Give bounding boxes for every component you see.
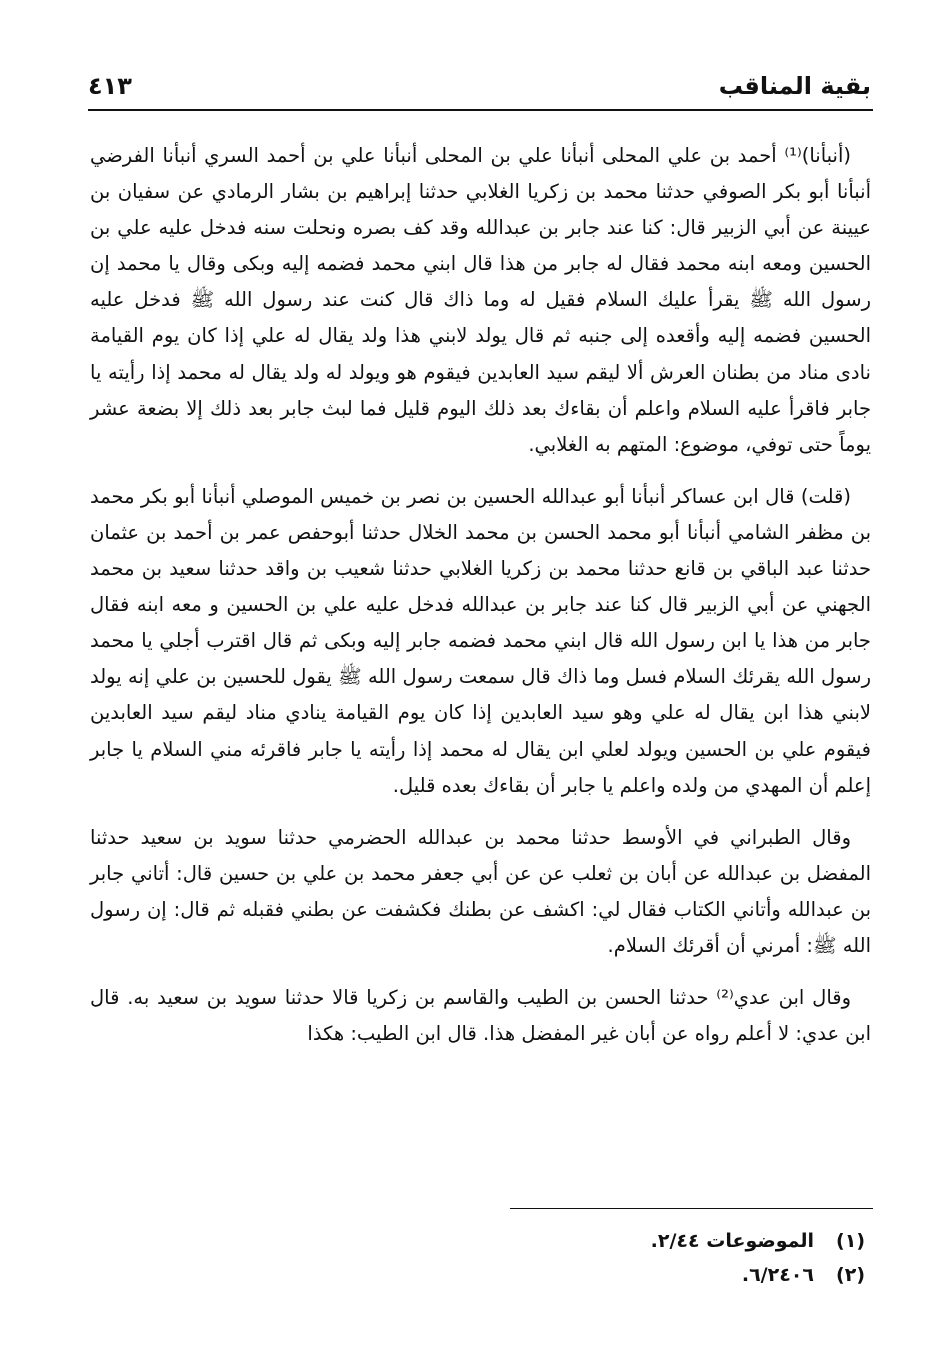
paragraph-4: وقال ابن عدي⁽²⁾ حدثنا الحسن بن الطيب والقاسم بن زكريا قالا حدثنا سويد بن سعيد به. قال ابن عدي: لا أعلم رواه عن أبان غير المفضل هذا. قال ابن الطيب: هكذا [90,986,871,1046]
paragraph-3: وقال الطبراني في الأوسط حدثنا محمد بن عبدالله الحضرمي حدثنا سويد بن سعيد حدثنا المفضل بن عبدالله عن أبان بن ثعلب عن عن أبي جعفر محمد بن علي بن حسين قال: أتاني جابر بن عبدالله وأتاني الكتاب فقال لي: اكشف عن بطنك فكشفت عن بطني فقبله ثم قال: إن رسول الله ﷺ: أمرني أن أقرئك السلام. [90,825,871,957]
footnote-text: ٦/٢٤٠٦. [741,1264,815,1286]
running-head [88,66,871,106]
main-text [90,138,871,1068]
page-number: ٤١٣ [88,72,132,100]
footnote-text: الموضوعات ٢/٤٤. [650,1230,815,1252]
paragraph-2: (قلت) قال ابن عساكر أنبأنا أبو عبدالله الحسين بن نصر بن خميس الموصلي أنبأنا أبو بكر محمد بن مظفر الشامي أنبأنا أبو محمد الحسن بن محمد الخلال حدثنا أبوحفص عمر بن أحمد بن عثمان حدثنا عبد الباقي بن قانع حدثنا محمد بن زكريا الغلابي حدثنا شعيب بن واقد حدثنا سعيد بن محمد الجهني عن أبي الزبير قال كنا عند جابر بن عبدالله فدخل عليه علي بن الحسين و معه ابنه فقال جابر من هذا يا ابن رسول الله قال ابني محمد فضمه جابر إليه وبكى ثم قال اقترب أجلي يا محمد رسول الله يقرئك السلام فسل وما ذاك قال سمعت رسول الله ﷺ يقول للحسين بن علي إنه يولد لابني هذا ابن يقال له علي وهو سيد العابدين إذا كان يوم القيامة ينادي مناد ليقم سيد العابدين فيقوم علي بن الحسين ويولد لعلي ابن يقال له محمد إذا رأيته يا جابر فاقرئه مني السلام يا جابر إعلم أن المهدي من ولده واعلم يا جابر أن بقاءك بعده قليل. [90,484,871,797]
footnote-rule [510,1208,873,1209]
footnote-marker: (٢) [836,1264,865,1286]
footnote-marker: (١) [836,1230,865,1252]
footnote-item [345,1224,865,1258]
footnotes [345,1224,865,1292]
chapter-title: بقية المناقب [718,72,871,100]
header-rule [88,109,873,111]
footnote-item [345,1258,865,1292]
paragraph-1: (أنبأنا)⁽¹⁾ أحمد بن علي المحلى أنبأنا علي بن المحلى أنبأنا علي بن أحمد السري أنبأنا الفرضي أنبأنا أبو بكر الصوفي حدثنا محمد بن زكريا الغلابي حدثنا إبراهيم بن بشار الرمادي عن سفيان بن عيينة عن أبي الزبير قال: كنا عند جابر بن عبدالله وقد كف بصره ونحلت سنه فدخل عليه علي بن الحسين ومعه ابنه محمد فقال له جابر من هذا قال ابني محمد فضمه إليه وبكى وقال يا محمد إن رسول الله ﷺ يقرأ عليك السلام فقيل له وما ذاك قال كنت عند رسول الله ﷺ فدخل عليه الحسين فضمه إليه وأقعده إلى جنبه ثم قال يولد لابني هذا ولد يقال له علي إذا كان يوم القيامة نادى مناد من بطنان العرش ألا ليقم سيد العابدين فيقوم هو ويولد له ولد يقال له محمد إذا رأيته يا جابر فاقرأ عليه السلام واعلم أن بقاءك بعد ذلك اليوم قليل فما لبث جابر بعد ذلك إلا بضعة عشر يوماً حتى توفي، موضوع: المتهم به الغلابي. [90,144,871,456]
